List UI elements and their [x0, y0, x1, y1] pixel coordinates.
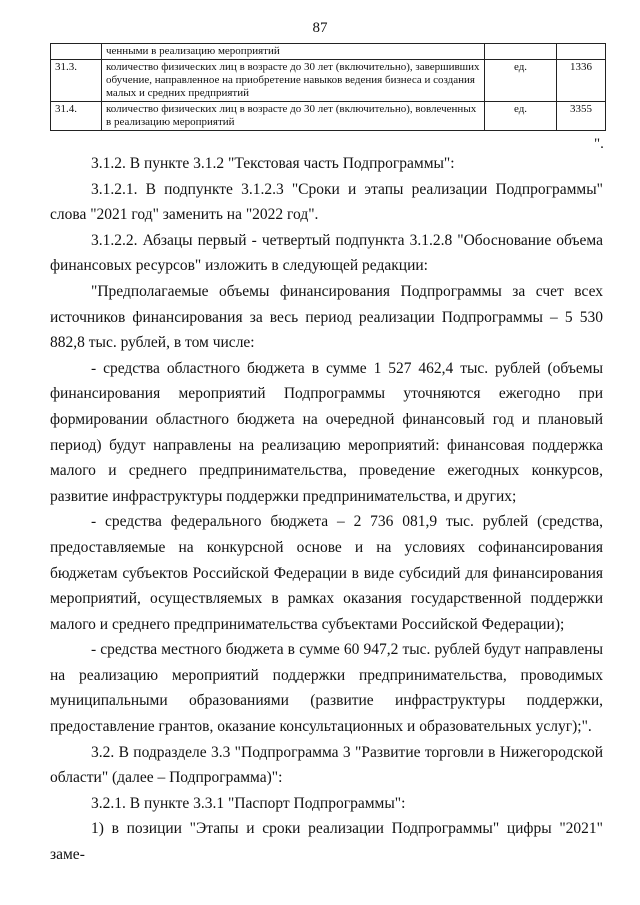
indicator-text: ченными в реализацию мероприятий: [102, 44, 485, 60]
indicator-text: количество физических лиц в возрасте до 30 лет (включительно), вовлеченных в реализацию мероприятий: [102, 102, 485, 131]
table-closing-quote: ".: [594, 136, 604, 152]
value-cell: 1336: [557, 60, 606, 102]
paragraph: - средства областного бюджета в сумме 1 527 462,4 тыс. рублей (объемы финансирования мероприятий Подпрограммы уточняются ежегодно при формировании областного бюджета на очередной финансовый год и плановый период) будут направлены на реализацию мероприятий: финансовая поддержка малого и среднего предпринимательства, проведение ежегодных конкурсов, развитие инфраструктуры поддержки предпринимательства, и других;: [50, 359, 603, 505]
table-row: [51, 60, 606, 102]
paragraph: - средства федерального бюджета – 2 736 081,9 тыс. рублей (средства, предоставляемые на конкурсной основе и на условиях софинансирования бюджетам субъектов Российской Федерации в виде субсидий для финансирования мероприятий, осуществляемых в рамках оказания государственной поддержки малого и среднего предпринимательства субъектами Российской Федерации);: [50, 513, 603, 633]
document-body: [50, 151, 603, 868]
paragraph: 3.2.1. В пункте 3.3.1 "Паспорт Подпрограммы":: [91, 794, 406, 812]
value-cell: [557, 44, 606, 60]
row-number: [51, 44, 102, 60]
value-cell: 3355: [557, 102, 606, 131]
table-row: [51, 44, 606, 60]
paragraph: 3.1.2. В пункте 3.1.2 "Текстовая часть Подпрограммы":: [91, 155, 455, 172]
paragraph: 3.1.2.2. Абзацы первый - четвертый подпункта 3.1.2.8 "Обоснование объема финансовых ресурсов" изложить в следующей редакции:: [50, 231, 603, 275]
unit-cell: [485, 44, 557, 60]
paragraph: - средства местного бюджета в сумме 60 947,2 тыс. рублей будут направлены на реализацию мероприятий поддержки предпринимательства, проводимых муниципальными образованиями (развитие инфраструктуры поддержки, предоставление грантов, оказание консультационных и образовательных услуг);".: [50, 641, 603, 736]
paragraph: 3.1.2.1. В подпункте 3.1.2.3 "Сроки и этапы реализации Подпрограммы" слова "2021 год" заменить на "2022 год".: [50, 180, 603, 224]
unit-cell: ед.: [485, 60, 557, 102]
paragraph: 1) в позиции "Этапы и сроки реализации Подпрограммы" цифры "2021" заме-: [50, 820, 603, 864]
page-number: 87: [312, 20, 328, 36]
table-row: [51, 102, 606, 131]
unit-cell: ед.: [485, 102, 557, 131]
indicators-table: [50, 43, 606, 131]
row-number: 31.3.: [51, 60, 102, 102]
paragraph: "Предполагаемые объемы финансирования Подпрограммы за счет всех источников финансирования за весь период реализации Подпрограммы – 5 530 882,8 тыс. рублей, в том числе:: [50, 282, 603, 352]
paragraph: 3.2. В подразделе 3.3 "Подпрограмма 3 "Развитие торговли в Нижегородской области" (далее – Подпрограмма)":: [50, 743, 603, 787]
row-number: 31.4.: [51, 102, 102, 131]
indicator-text: количество физических лиц в возрасте до 30 лет (включительно), завершивших обучение, направленное на приобретение навыков ведения бизнеса и создания малых и средних предприятий: [102, 60, 485, 102]
